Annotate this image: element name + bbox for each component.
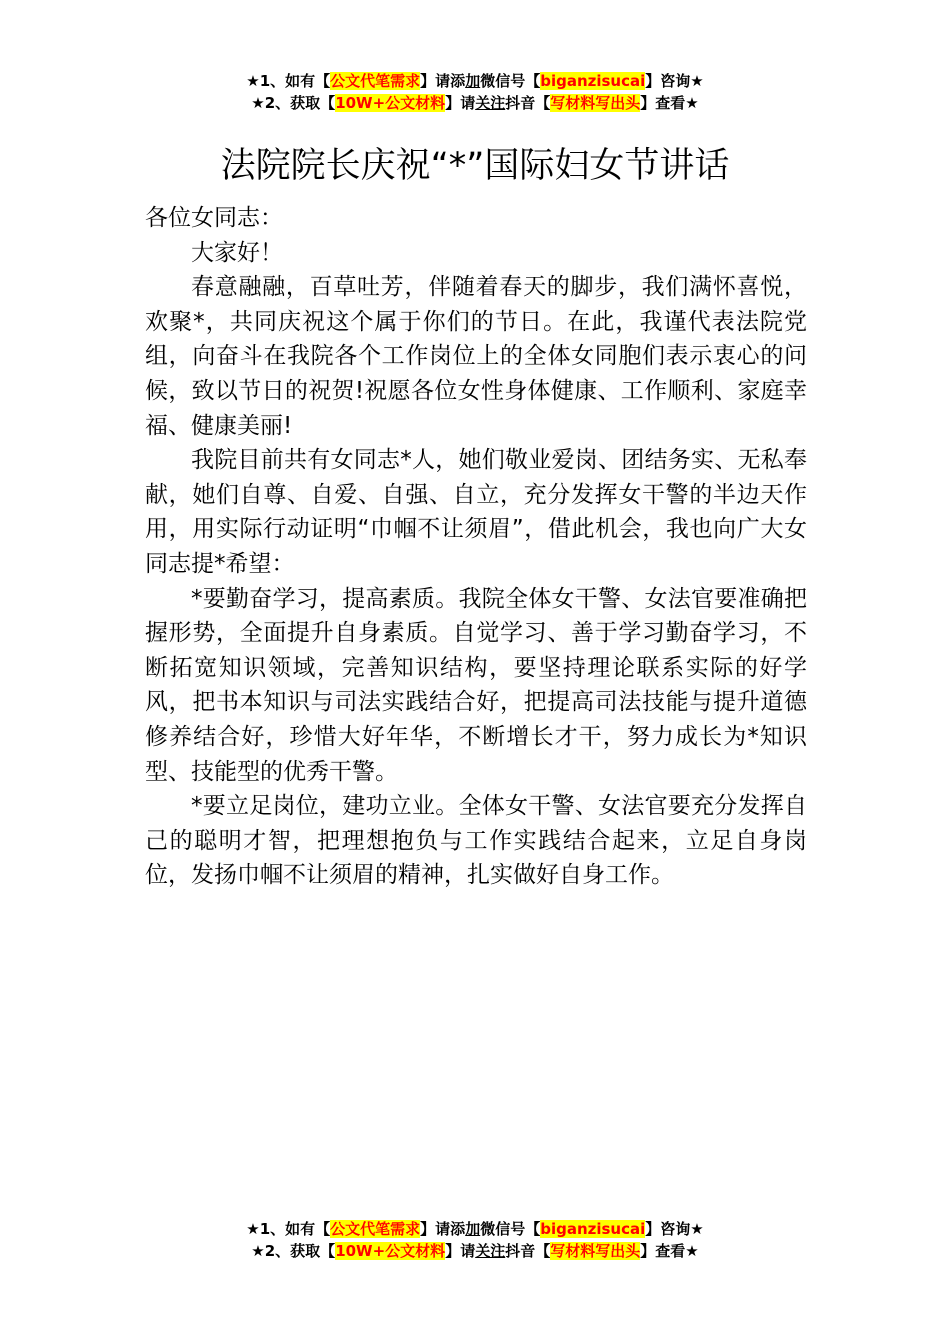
banner-text: 】请添 [420,72,466,90]
header-banner [0,70,950,114]
banner-text: ★2、获取【 [251,94,336,112]
banner-line-1 [0,70,950,92]
banner-highlight-douyin: 写材料写出头 [550,1242,641,1260]
banner-text: 】查看★ [640,94,699,112]
paragraph-greeting: 大家好！ [191,239,283,266]
banner-underlined-text: 关注 [475,94,506,112]
paragraph: 春意融融，百草吐芳，伴随着春天的脚步，我们满怀喜悦，欢聚*，共同庆祝这个属于你们的节日。在此，我谨代表法院党组，向奋斗在我院各个工作岗位上的全体女同胞们表示衷心的问候，致以节日的祝贺!祝愿各位女性身体健康、工作顺利、家庭幸福、健康美丽! [145,274,807,439]
banner-text: 】请添 [420,1220,466,1238]
banner-text: 微信号【 [480,1220,541,1238]
document-title: 法院院长庆祝“*”国际妇女节讲话 [220,146,730,186]
banner-underlined-text: 加 [465,1220,481,1238]
paragraph: *要勤奋学习，提高素质。我院全体女干警、女法官要准确把握形势，全面提升自身素质。自觉学习、善于学习勤奋学习，不断拓宽知识领域，完善知识结构，要坚持理论联系实际的好学风，把书本知识与司法实践结合好，把提高司法技能与提升道德修养结合好，珍惜大好年华，不断增长才干，努力成长为*知识型、技能型的优秀干警。 [145,585,807,785]
banner-highlight-wechat-id: biganzisucai [540,72,646,90]
banner-underlined-text: 加 [465,72,481,90]
banner-text: 抖音【 [505,1242,551,1260]
banner-underlined-text: 关注 [475,1242,506,1260]
banner-highlight-materials: 10W+公文材料 [335,94,446,112]
paragraph: 我院目前共有女同志*人，她们敬业爱岗、团结务实、无私奉献，她们自尊、自爱、自强、自立，充分发挥女干警的半边天作用，用实际行动证明“巾帼不让须眉”，借此机会，我也向广大女同志提*希望： [145,447,807,577]
banner-text: ★2、获取【 [251,1242,336,1260]
banner-highlight-service: 公文代笔需求 [330,72,421,90]
banner-highlight-douyin: 写材料写出头 [550,94,641,112]
document-body [145,201,807,893]
banner-text: ★1、如有【 [246,72,331,90]
banner-text: 】咨询★ [645,1220,704,1238]
banner-highlight-service: 公文代笔需求 [330,1220,421,1238]
banner-text: 抖音【 [505,94,551,112]
banner-text: ★1、如有【 [246,1220,331,1238]
banner-text: 】请 [445,94,476,112]
banner-highlight-wechat-id: biganzisucai [540,1220,646,1238]
banner-text: 】查看★ [640,1242,699,1260]
banner-text: 】请 [445,1242,476,1260]
salutation: 各位女同志： [145,205,283,231]
banner-line-1 [0,1218,950,1240]
paragraph: *要立足岗位，建功立业。全体女干警、女法官要充分发挥自己的聪明才智，把理想抱负与工作实践结合起来，立足自身岗位，发扬巾帼不让须眉的精神，扎实做好自身工作。 [145,793,807,889]
banner-line-2 [0,92,950,114]
banner-line-2 [0,1240,950,1262]
banner-text: 】咨询★ [645,72,704,90]
footer-banner [0,1218,950,1262]
banner-text: 微信号【 [480,72,541,90]
banner-highlight-materials: 10W+公文材料 [335,1242,446,1260]
